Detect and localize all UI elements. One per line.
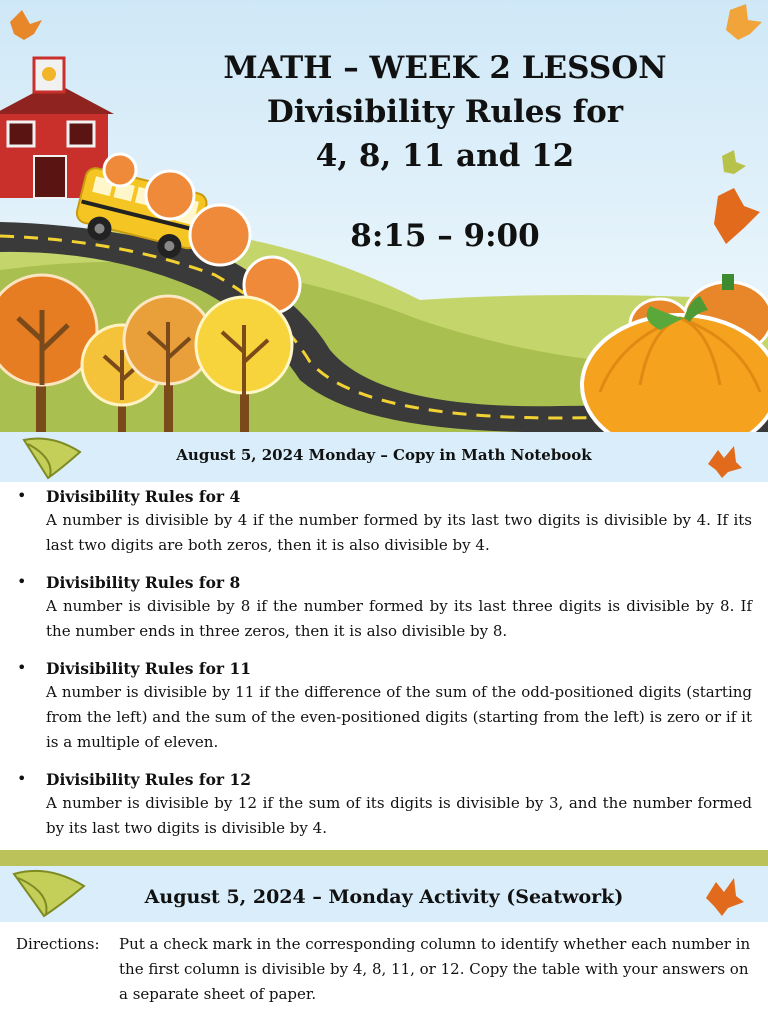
rule-text: A number is divisible by 12 if the sum of its digits is divisible by 3, and the number formed by its last two digits is divisible by 4. [46, 794, 752, 837]
activity-directions [16, 932, 760, 1007]
rule-text: A number is divisible by 8 if the number formed by its last three digits is divisible by 8. If the number ends in three zeros, then it is also divisible by 8. [46, 597, 752, 640]
bullet-icon: • [17, 769, 27, 788]
list-item [0, 486, 768, 558]
section-divider [0, 850, 768, 866]
rules-list [0, 486, 768, 855]
bullet-icon: • [17, 486, 27, 505]
rule-title: Divisibility Rules for 8 [46, 573, 241, 592]
list-item [0, 572, 768, 644]
directions-label: Directions: [16, 935, 100, 953]
lesson-time: 8:15 – 9:00 [350, 218, 540, 254]
rule-title: Divisibility Rules for 11 [46, 659, 252, 678]
lesson-title [190, 46, 700, 258]
rule-title: Divisibility Rules for 12 [46, 770, 252, 789]
title-line-2: Divisibility Rules for [266, 94, 624, 130]
lesson-date-bar [0, 432, 768, 482]
directions-text: Put a check mark in the corresponding column to identify whether each number in the first column is divisible by 4, 8, 11, or 12. Copy the table with your answers on a separate sheet of paper. [119, 935, 751, 1003]
rule-title: Divisibility Rules for 4 [46, 487, 241, 506]
title-line-1: MATH – WEEK 2 LESSON [223, 50, 667, 86]
rule-text: A number is divisible by 4 if the number formed by its last two digits is divisible by 4. If its last two digits are both zeros, then it is also divisible by 4. [46, 511, 752, 554]
list-item [0, 769, 768, 841]
header-banner [0, 0, 768, 432]
lesson-date: August 5, 2024 Monday – Copy in Math Notebook [176, 446, 592, 464]
title-line-3: 4, 8, 11 and 12 [315, 138, 575, 174]
list-item [0, 658, 768, 755]
rule-text: A number is divisible by 11 if the difference of the sum of the odd-positioned digits (starting from the left) and the sum of the even-positioned digits (starting from the left) is zero or if it is a multiple of eleven. [46, 683, 752, 751]
bullet-icon: • [17, 572, 27, 591]
bullet-icon: • [17, 658, 27, 677]
activity-title: August 5, 2024 – Monday Activity (Seatwork) [144, 886, 624, 908]
activity-title-bar [0, 866, 768, 922]
